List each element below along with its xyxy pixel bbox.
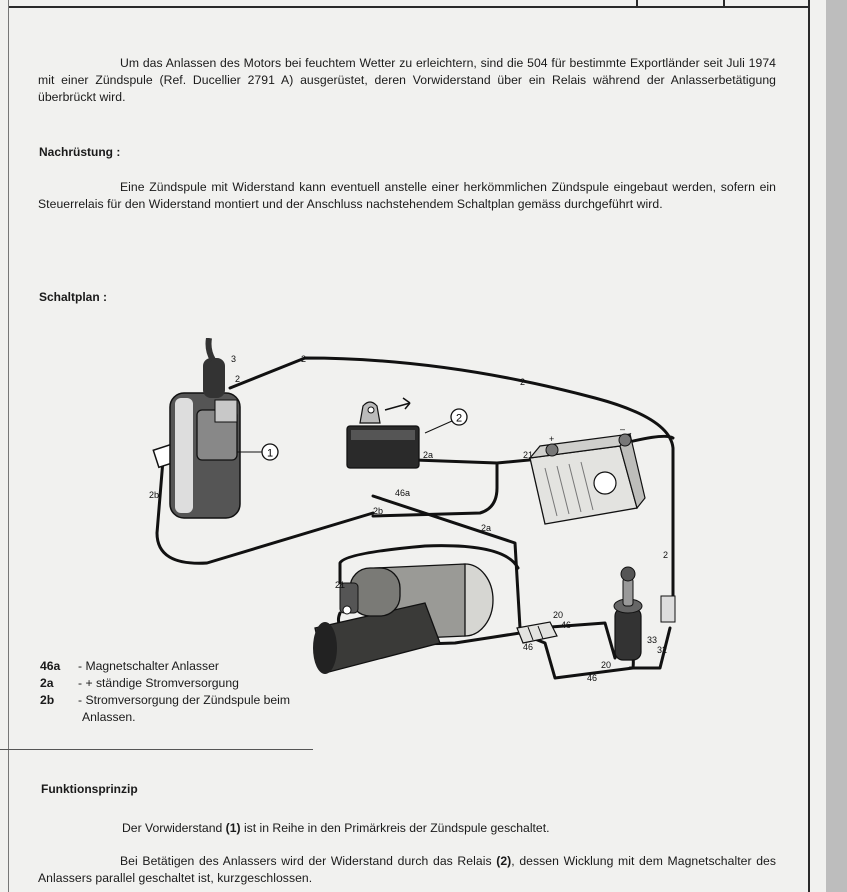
wire-label: 46a bbox=[395, 488, 411, 498]
wire-label: 2a bbox=[481, 523, 492, 533]
wire-label: 2 bbox=[235, 374, 241, 384]
header-divider bbox=[723, 0, 725, 8]
wire-label: 3 bbox=[231, 354, 237, 364]
wire-label: + bbox=[549, 434, 555, 444]
frame-top-rule bbox=[8, 6, 810, 8]
wire-label: 20 bbox=[601, 660, 612, 670]
header-divider bbox=[636, 0, 638, 8]
retrofit-paragraph: Eine Zündspule mit Widerstand kann eventuell anstelle einer herkömmlichen Zündspule eingebaut werden, sofern ein Steuerrelais für den Widerstand montiert und der Anschluss nachstehendem Schaltplan gemäss durchgeführt wird. bbox=[38, 180, 776, 211]
wire-label: 46 bbox=[587, 673, 598, 683]
wire-label: 2b bbox=[149, 490, 160, 500]
wire-label: – bbox=[620, 424, 626, 434]
principle-heading: Funktionsprinzip bbox=[41, 782, 138, 796]
legend-desc: - Magnetschalter Anlasser bbox=[78, 659, 219, 673]
wire-label: 21 bbox=[335, 580, 346, 590]
legend-desc: - Stromversorgung der Zündspule beim bbox=[78, 693, 291, 707]
wire-label: 20 bbox=[553, 610, 564, 620]
legend-code: 46a bbox=[40, 659, 61, 673]
battery bbox=[530, 434, 645, 524]
legend-code: 2a bbox=[40, 676, 54, 690]
wiring-heading: Schaltplan : bbox=[39, 290, 108, 304]
principle-paragraph-2: Bei Betätigen des Anlassers wird der Widerstand durch das Relais (2), dessen Wicklung mit dem Magnetschalter des Anlassers parallel geschaltet ist, kurzgeschlossen. bbox=[38, 854, 776, 885]
frame-right-rule bbox=[808, 0, 810, 892]
wire-label: 2b bbox=[373, 506, 384, 516]
scan-margin bbox=[826, 0, 847, 892]
connector-block bbox=[517, 622, 557, 643]
wire-label: 2 bbox=[520, 377, 526, 387]
intro-paragraph: Um das Anlassen des Motors bei feuchtem Wetter zu erleichtern, sind die 504 für bestimmte Exportländer seit Juli 1974 mit einer Zündspule (Ref. Ducellier 2791 A) ausgerüstet, deren Vorwiderstand über ein Relais während der Anlasserbetätigung überbrückt wird. bbox=[38, 56, 776, 104]
wiring-diagram bbox=[125, 338, 705, 693]
legend-desc: - + ständige Stromversorgung bbox=[78, 676, 239, 690]
callout-1-label: 1 bbox=[266, 447, 274, 460]
legend-code: 2b bbox=[40, 693, 55, 707]
wire-label: 46 bbox=[523, 642, 534, 652]
principle-paragraph-1: Der Vorwiderstand (1) ist in Reihe in den Primärkreis der Zündspule geschaltet. bbox=[122, 821, 550, 835]
wire-label: 21 bbox=[523, 450, 534, 460]
wire-label: 46 bbox=[561, 620, 572, 630]
divider-rule bbox=[0, 749, 313, 750]
legend-desc-cont: Anlassen. bbox=[82, 710, 136, 724]
callout-2-label: 2 bbox=[455, 412, 463, 425]
relay bbox=[347, 398, 467, 468]
ignition-coil bbox=[153, 338, 278, 518]
wire-label: 2a bbox=[423, 450, 434, 460]
wire-label: 2 bbox=[663, 550, 669, 560]
wire-label: 2 bbox=[301, 354, 307, 364]
retrofit-heading: Nachrüstung : bbox=[39, 145, 121, 159]
wire-label: 33 bbox=[647, 635, 658, 645]
wire-label: 32 bbox=[657, 645, 668, 655]
frame-left-rule bbox=[8, 0, 9, 892]
